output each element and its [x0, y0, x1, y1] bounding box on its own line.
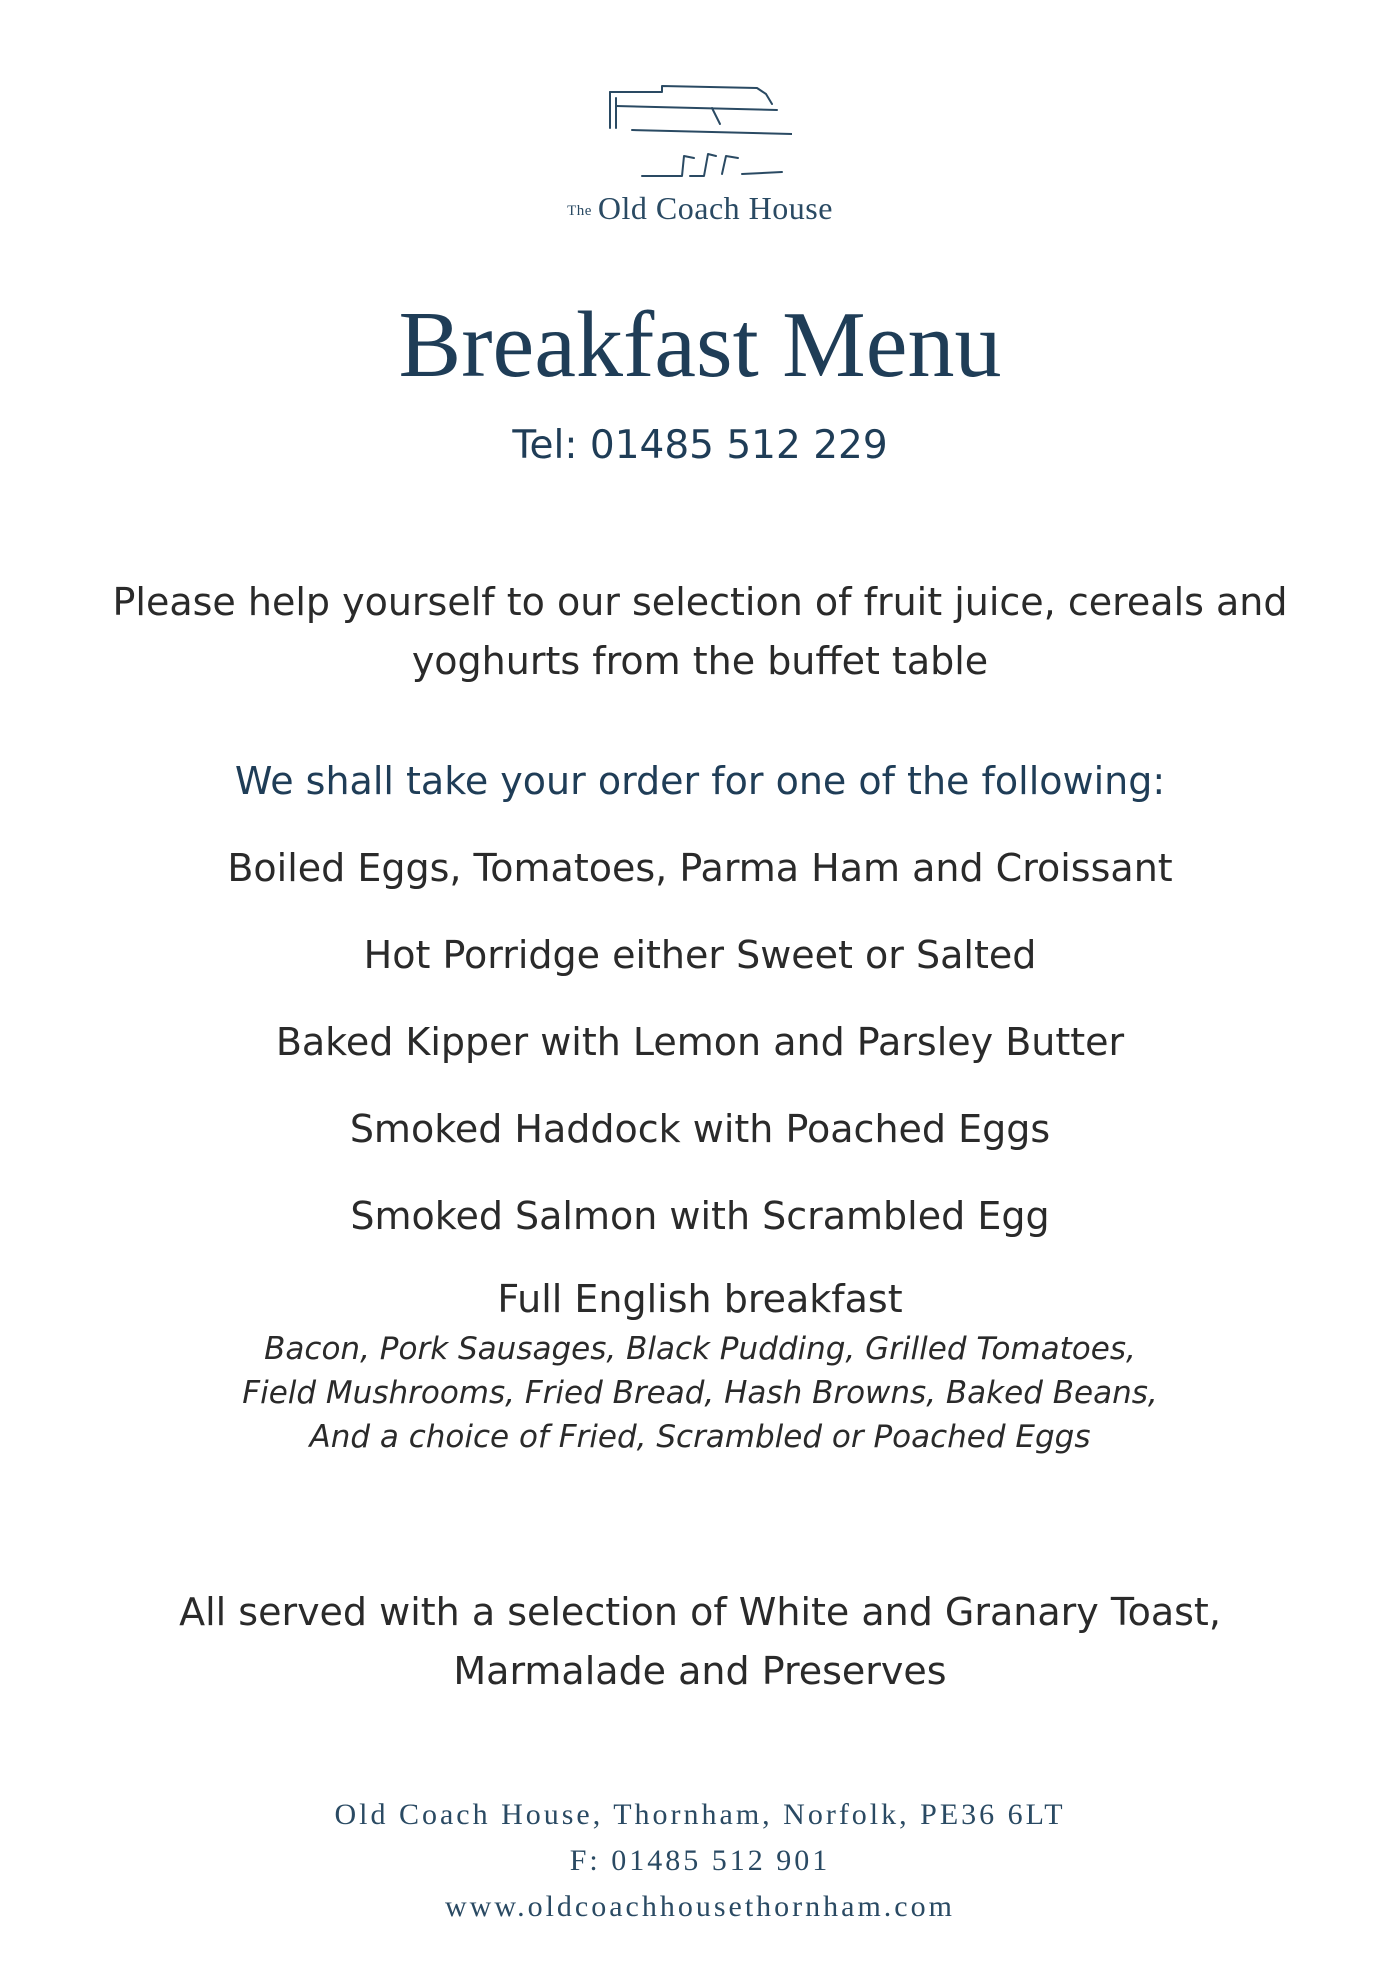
full-english-title: Full English breakfast	[497, 1277, 903, 1321]
coach-house-logo-icon	[602, 84, 792, 179]
footer	[0, 1792, 1400, 1930]
menu-item: Hot Porridge either Sweet or Salted	[363, 933, 1037, 977]
menu-item: Boiled Eggs, Tomatoes, Parma Ham and Croissant	[227, 846, 1173, 890]
closing-line-2: Marmalade and Preserves	[453, 1649, 947, 1693]
logo	[0, 84, 1400, 234]
page-title: Breakfast Menu	[398, 293, 1002, 397]
order-heading: We shall take your order for one of the following:	[234, 759, 1166, 803]
closing-line-1: All served with a selection of White and Granary Toast,	[179, 1590, 1221, 1634]
full-english-description	[0, 1327, 1400, 1459]
full-english-line: And a choice of Fried, Scrambled or Poached Eggs	[309, 1419, 1091, 1455]
footer-fax: F: 01485 512 901	[569, 1844, 831, 1877]
closing-text	[80, 1583, 1320, 1701]
telephone: Tel: 01485 512 229	[512, 423, 888, 468]
logo-text	[0, 190, 1400, 227]
full-english-line: Bacon, Pork Sausages, Black Pudding, Grilled Tomatoes,	[264, 1331, 1136, 1367]
intro-line-1: Please help yourself to our selection of fruit juice, cereals and	[112, 580, 1288, 624]
menu-item: Baked Kipper with Lemon and Parsley Butter	[275, 1020, 1125, 1064]
footer-website-link[interactable]: www.oldcoachhousethornham.com	[445, 1890, 955, 1923]
intro-line-2: yoghurts from the buffet table	[411, 639, 989, 683]
menu-item: Smoked Haddock with Poached Eggs	[349, 1107, 1051, 1151]
menu-item: Smoked Salmon with Scrambled Egg	[350, 1194, 1050, 1238]
intro-text	[80, 573, 1320, 691]
logo-name: Old Coach House	[597, 190, 833, 226]
full-english-line: Field Mushrooms, Fried Bread, Hash Browns, Baked Beans,	[242, 1375, 1158, 1411]
footer-address: Old Coach House, Thornham, Norfolk, PE36 6LT	[334, 1798, 1066, 1831]
logo-the: The	[567, 203, 592, 219]
